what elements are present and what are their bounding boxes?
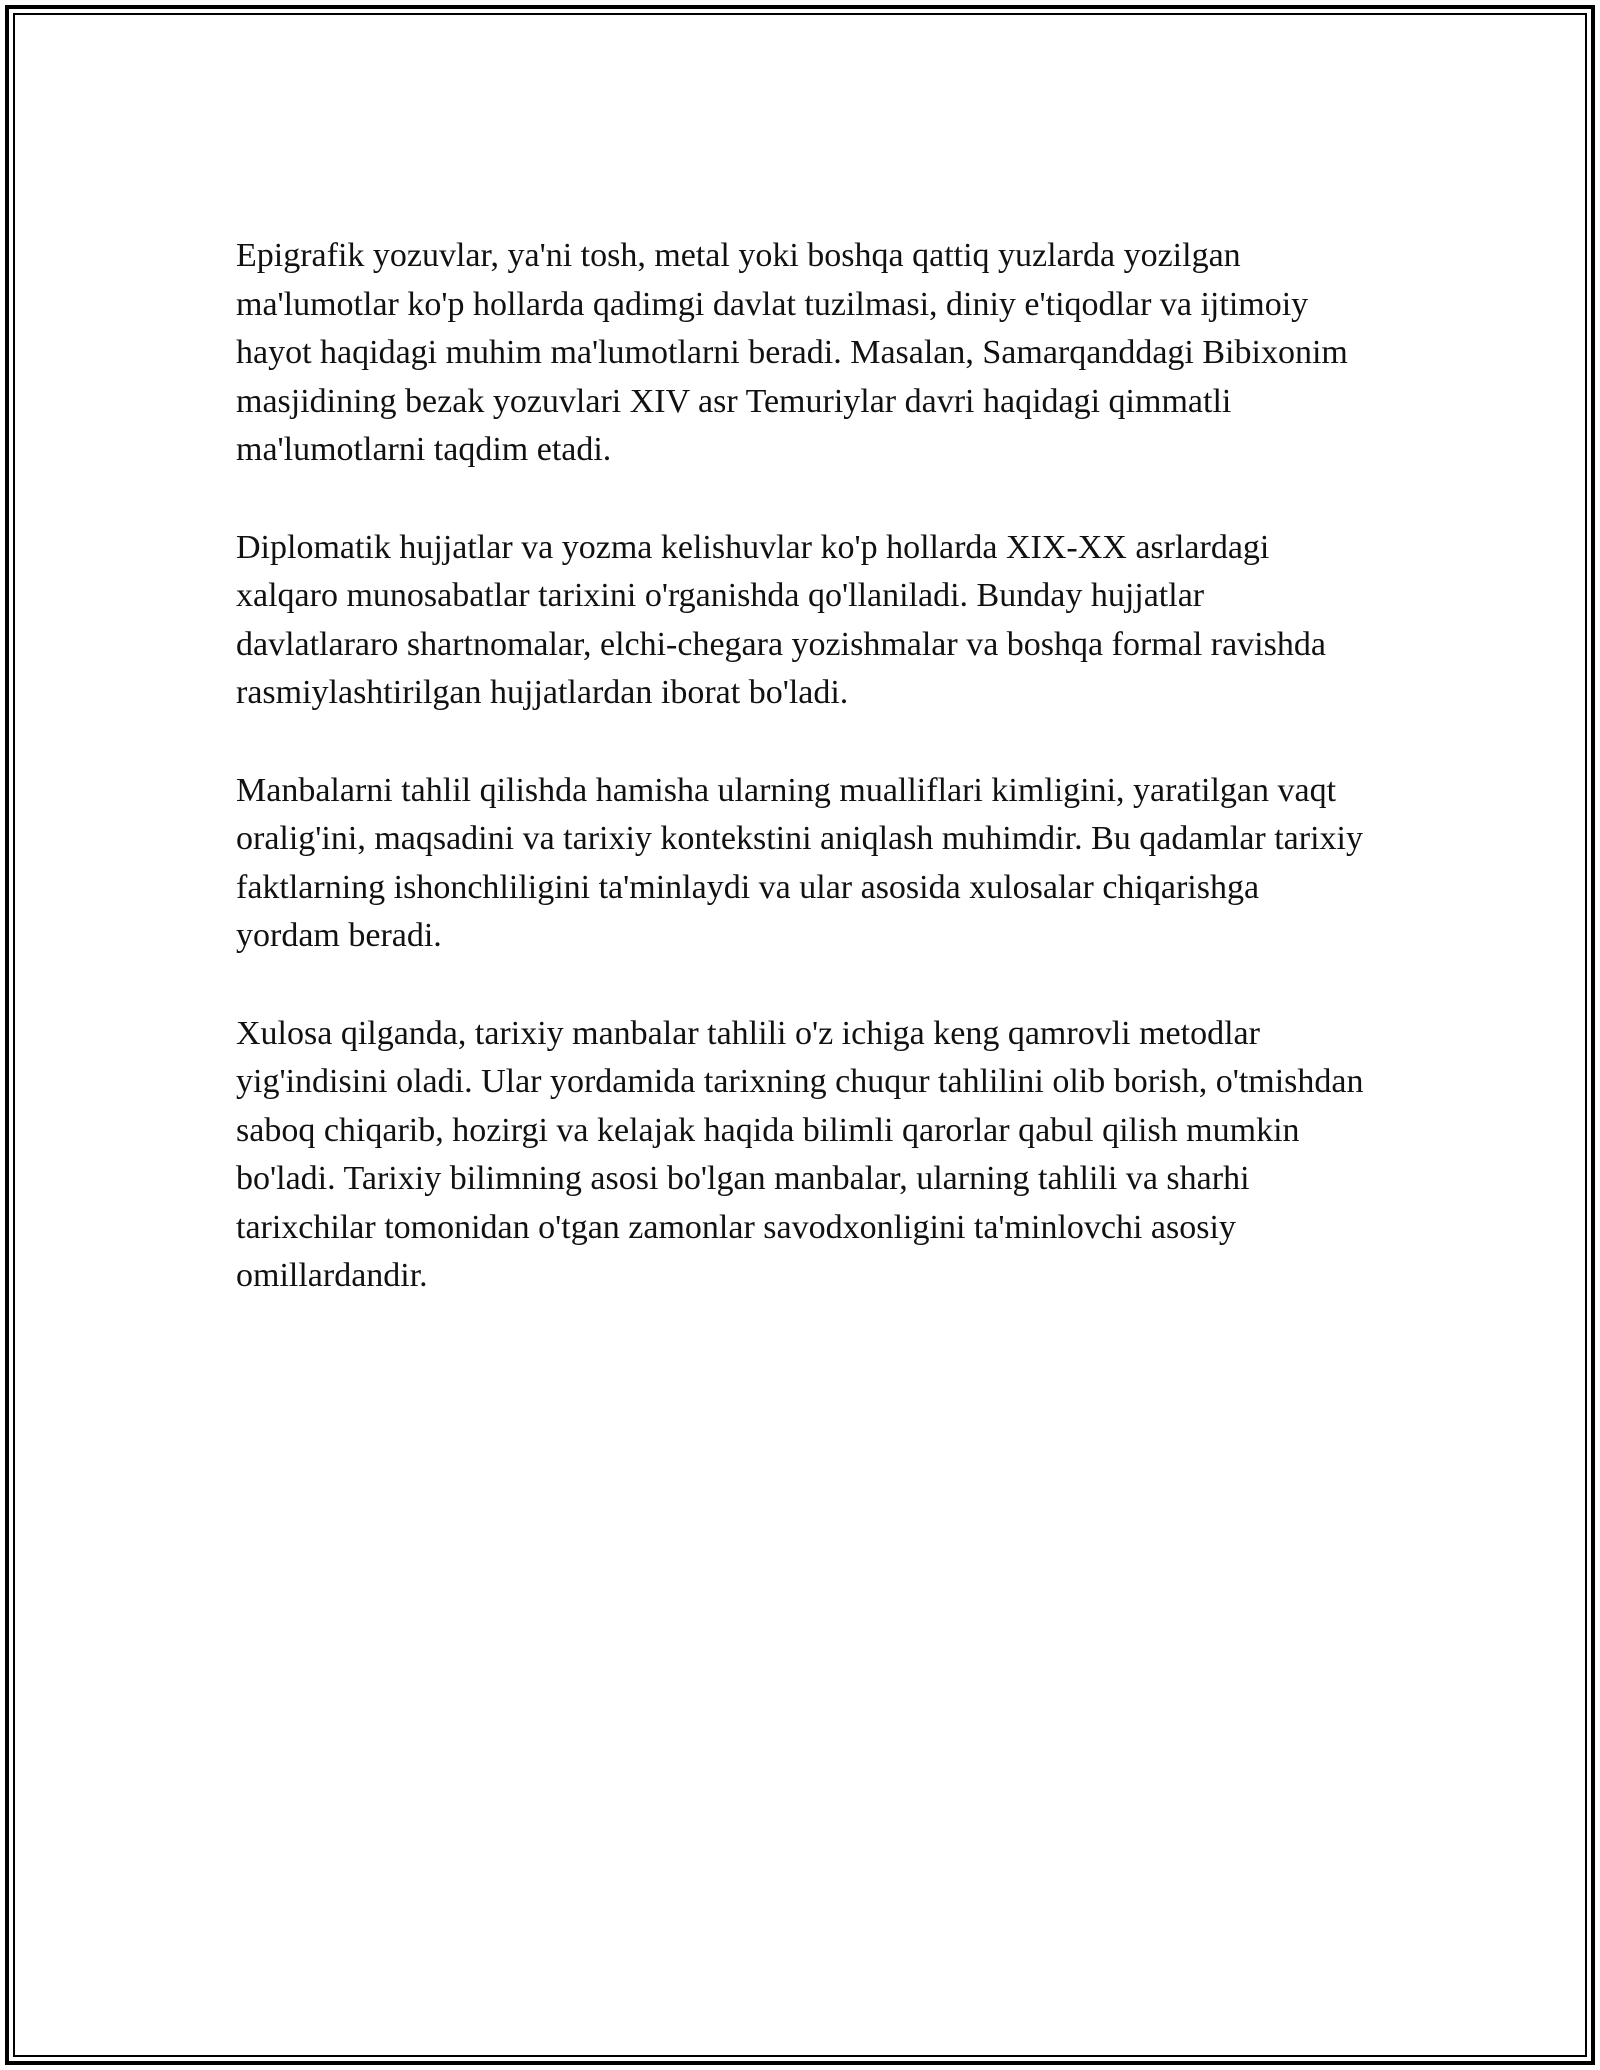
paragraph-epigraphic-inscriptions: Epigrafik yozuvlar, ya'ni tosh, metal yoki boshqa qattiq yuzlarda yozilgan ma'lumotlar ko'p hollarda qadimgi davlat tuzilmasi, diniy e'tiqodlar va ijtimoiy hayot haqidagi muhim ma'lumotlarni beradi. Masalan, Samarqanddagi Bibixonim masjidining bezak yozuvlari XIV asr Temuriylar davri haqidagi qimmatli ma'lumotlarni taqdim etadi.	[236, 237, 1348, 468]
paragraph-conclusion: Xulosa qilganda, tarixiy manbalar tahlili o'z ichiga keng qamrovli metodlar yig'indisini oladi. Ular yordamida tarixning chuqur tahlilini olib borish, o'tmishdan saboq chiqarib, hozirgi va kelajak haqida bilimli qarorlar qabul qilish mumkin bo'ladi. Tarixiy bilimning asosi bo'lgan manbalar, ularning tahlili va sharhi tarixchilar tomonidan o'tgan zamonlar savodxonligini ta'minlovchi asosiy omillardandir.	[236, 1014, 1364, 1294]
paragraph-source-analysis: Manbalarni tahlil qilishda hamisha ularning mualliflari kimligini, yaratilgan vaqt oralig'ini, maqsadini va tarixiy kontekstini aniqlash muhimdir. Bu qadamlar tarixiy faktlarning ishonchliligini ta'minlaydi va ular asosida xulosalar chiqarishga yordam beradi.	[236, 771, 1363, 954]
paragraph-diplomatic-documents: Diplomatik hujjatlar va yozma kelishuvlar ko'p hollarda XIX-XX asrlardagi xalqaro munosabatlar tarixini o'rganishda qo'llaniladi. Bunday hujjatlar davlatlararo shartnomalar, elchi-chegara yozishmalar va boshqa formal ravishda rasmiylashtirilgan hujjatlardan iborat bo'ladi.	[236, 528, 1326, 711]
document-body	[236, 232, 1366, 1350]
